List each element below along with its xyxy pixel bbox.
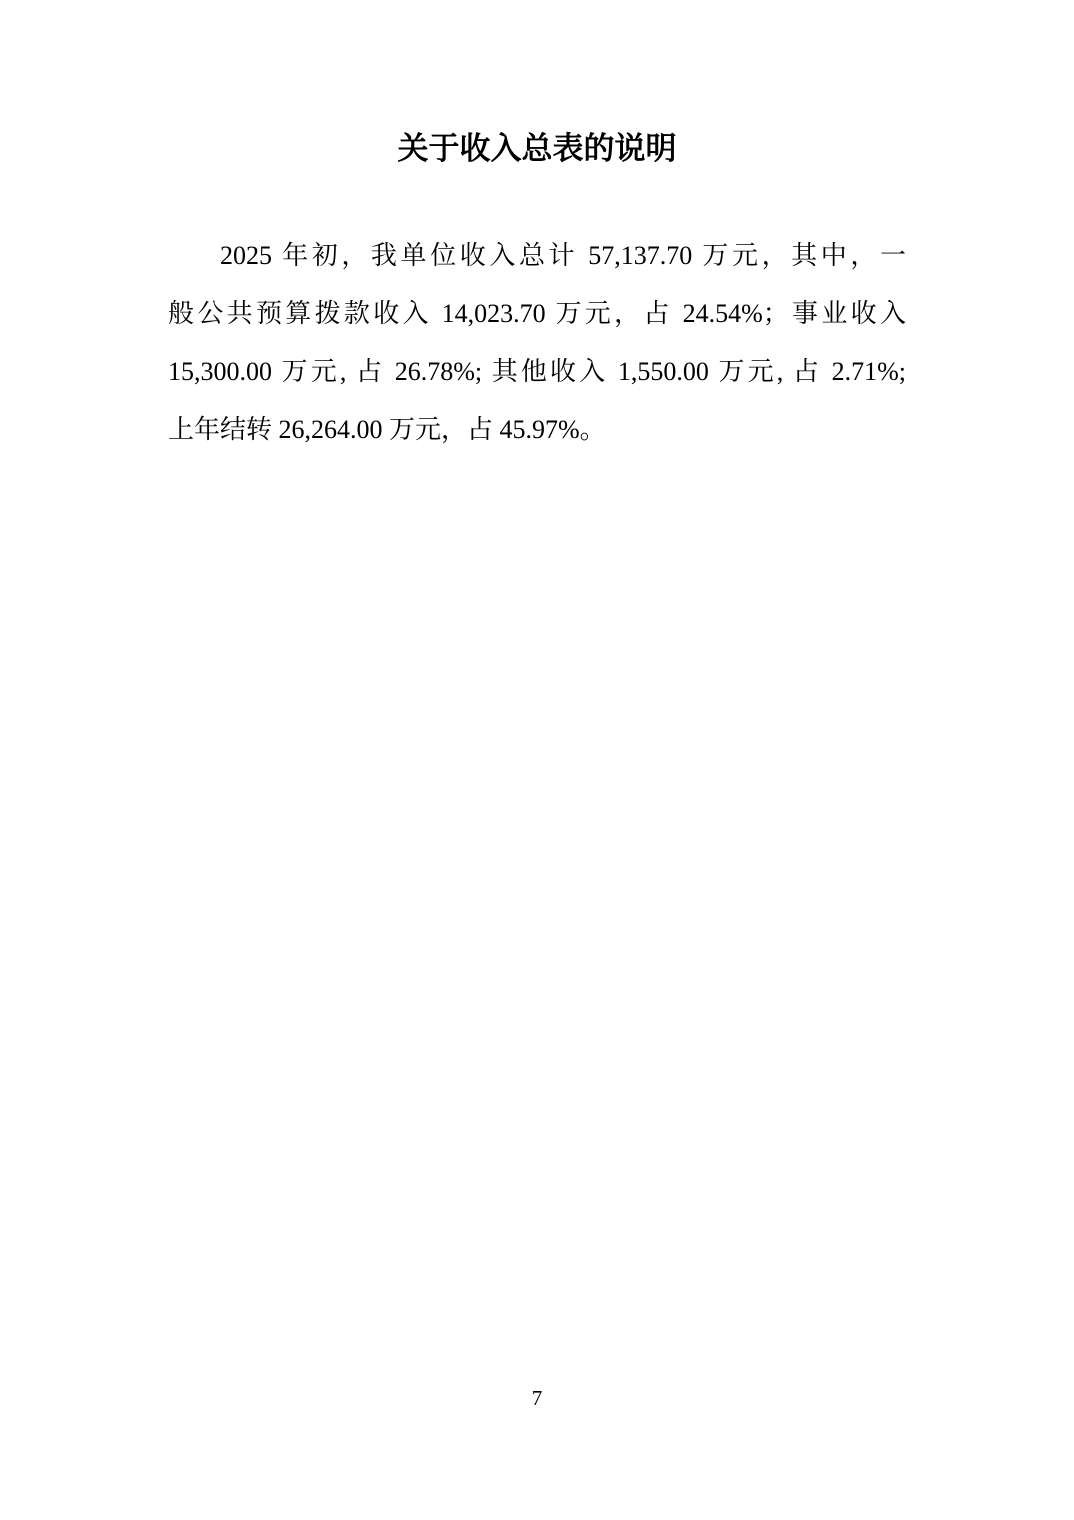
page-number: 7 [531, 1386, 543, 1410]
paragraph-line-4: 上年结转 26,264.00 万元，占 45.97%。 [168, 415, 606, 444]
document-title: 关于收入总表的说明 [397, 131, 677, 166]
income-summary-paragraph [168, 227, 906, 459]
paragraph-line-3: 15,300.00 万元, 占 26.78%; 其他收入 1,550.00 万元, 占 2.71%; [168, 357, 906, 386]
paragraph-line-2: 般公共预算拨款收入 14,023.70 万元，占 24.54%；事业收入 [168, 299, 906, 328]
paragraph-line-1: 2025 年初，我单位收入总计 57,137.70 万元，其中，一 [220, 241, 906, 270]
